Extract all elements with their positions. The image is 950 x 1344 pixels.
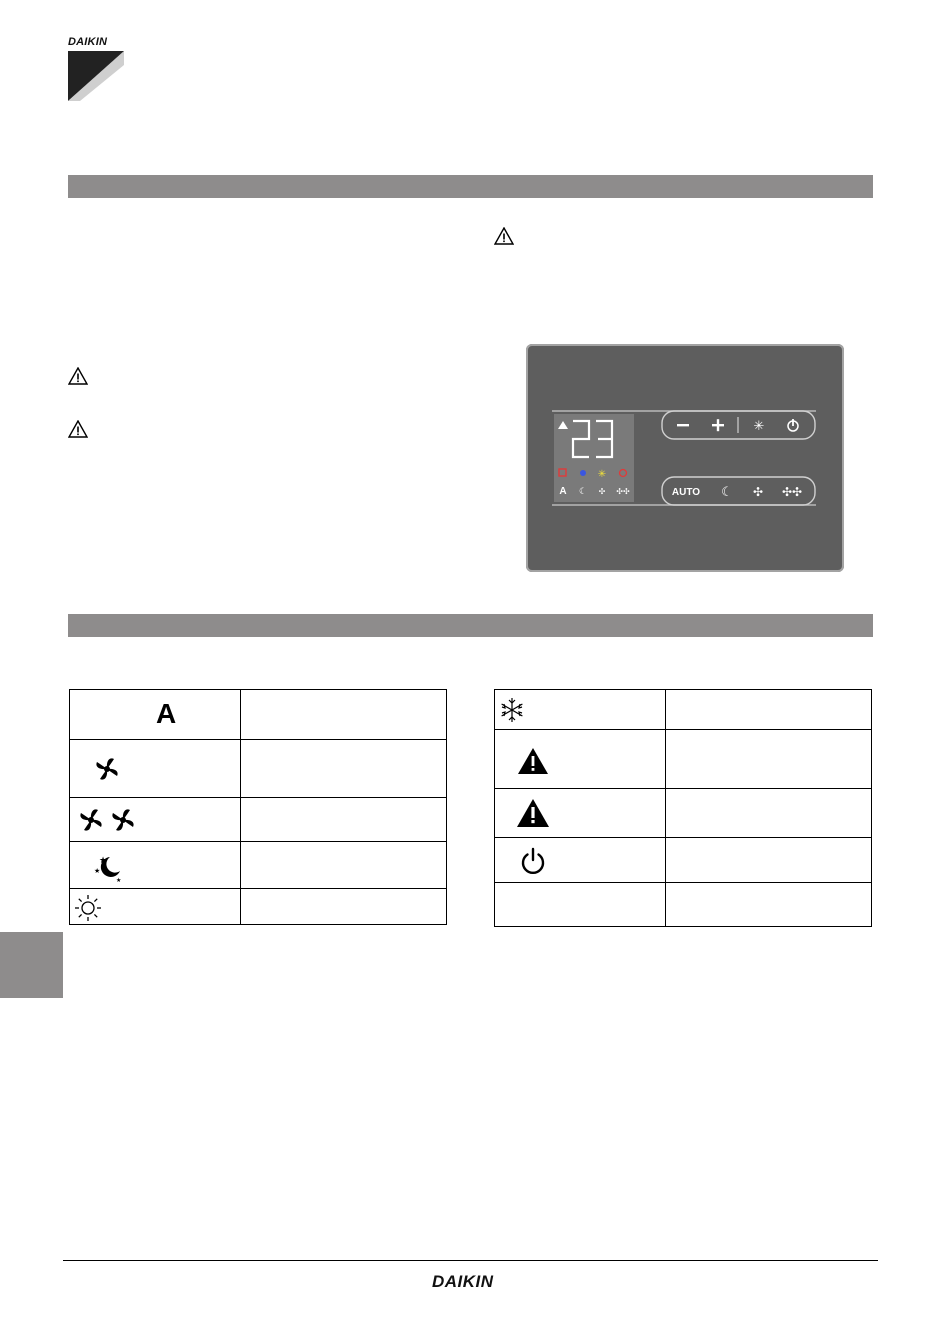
legend-description-cell	[241, 690, 447, 740]
warning-icon	[517, 747, 549, 775]
legend-icon-cell	[70, 740, 241, 798]
section-header-bar	[68, 175, 873, 198]
svg-text:✣: ✣	[752, 485, 764, 499]
legend-icon-cell	[495, 838, 666, 883]
legend-description-cell	[666, 690, 872, 730]
legend-icon-cell	[495, 730, 666, 789]
logo-brand-text: DAIKIN	[68, 36, 108, 48]
legend-description-cell	[666, 789, 872, 838]
legend-description-cell	[666, 883, 872, 927]
chapter-side-tab	[0, 932, 63, 998]
legend-icon-cell	[495, 883, 666, 927]
legend-icon-cell	[70, 889, 241, 925]
warning-icon	[68, 367, 88, 385]
legend-icon-cell	[70, 690, 241, 740]
svg-text:☾: ☾	[721, 485, 733, 500]
warning-icon	[494, 227, 514, 245]
daikin-logo-mark-icon	[68, 51, 124, 101]
legend-icon-cell	[70, 798, 241, 842]
svg-text:☾: ☾	[578, 487, 588, 497]
fan-high-icon	[76, 805, 140, 835]
warning-icon	[68, 420, 88, 438]
svg-text:✳: ✳	[597, 469, 607, 480]
legend-description-cell	[241, 740, 447, 798]
auto-button-label: AUTO	[671, 487, 701, 498]
power-icon	[519, 847, 547, 875]
daikin-logo	[68, 36, 126, 100]
auto-icon: A	[156, 698, 177, 729]
svg-text:A: A	[559, 486, 567, 497]
legend-icon-cell	[70, 842, 241, 889]
footer-logo: DAIKIN	[432, 1272, 494, 1291]
sun-icon	[74, 894, 102, 922]
symbol-legend-table-left	[69, 689, 447, 925]
symbol-legend-table-right	[494, 689, 872, 927]
svg-text:★: ★	[99, 856, 108, 866]
controller-panel-drawing	[526, 344, 844, 572]
legend-icon-cell	[495, 789, 666, 838]
legend-description-cell	[241, 889, 447, 925]
svg-text:✣✣: ✣✣	[781, 485, 803, 499]
snowflake-icon	[498, 696, 526, 724]
fan-low-icon	[92, 754, 122, 784]
legend-description-cell	[241, 842, 447, 889]
svg-text:✣: ✣	[598, 487, 606, 496]
legend-description-cell	[666, 730, 872, 789]
footer-divider	[63, 1260, 878, 1261]
controller-panel-image	[526, 344, 844, 572]
legend-description-cell	[666, 838, 872, 883]
legend-description-cell	[241, 798, 447, 842]
section-header-bar	[68, 614, 873, 637]
svg-text:✣✣: ✣✣	[616, 487, 630, 496]
svg-text:★: ★	[116, 877, 122, 883]
night-mode-icon	[92, 851, 124, 883]
svg-text:★: ★	[94, 867, 101, 875]
legend-icon-cell	[495, 690, 666, 730]
warning-icon	[516, 798, 550, 828]
svg-text:✳: ✳	[753, 419, 765, 434]
